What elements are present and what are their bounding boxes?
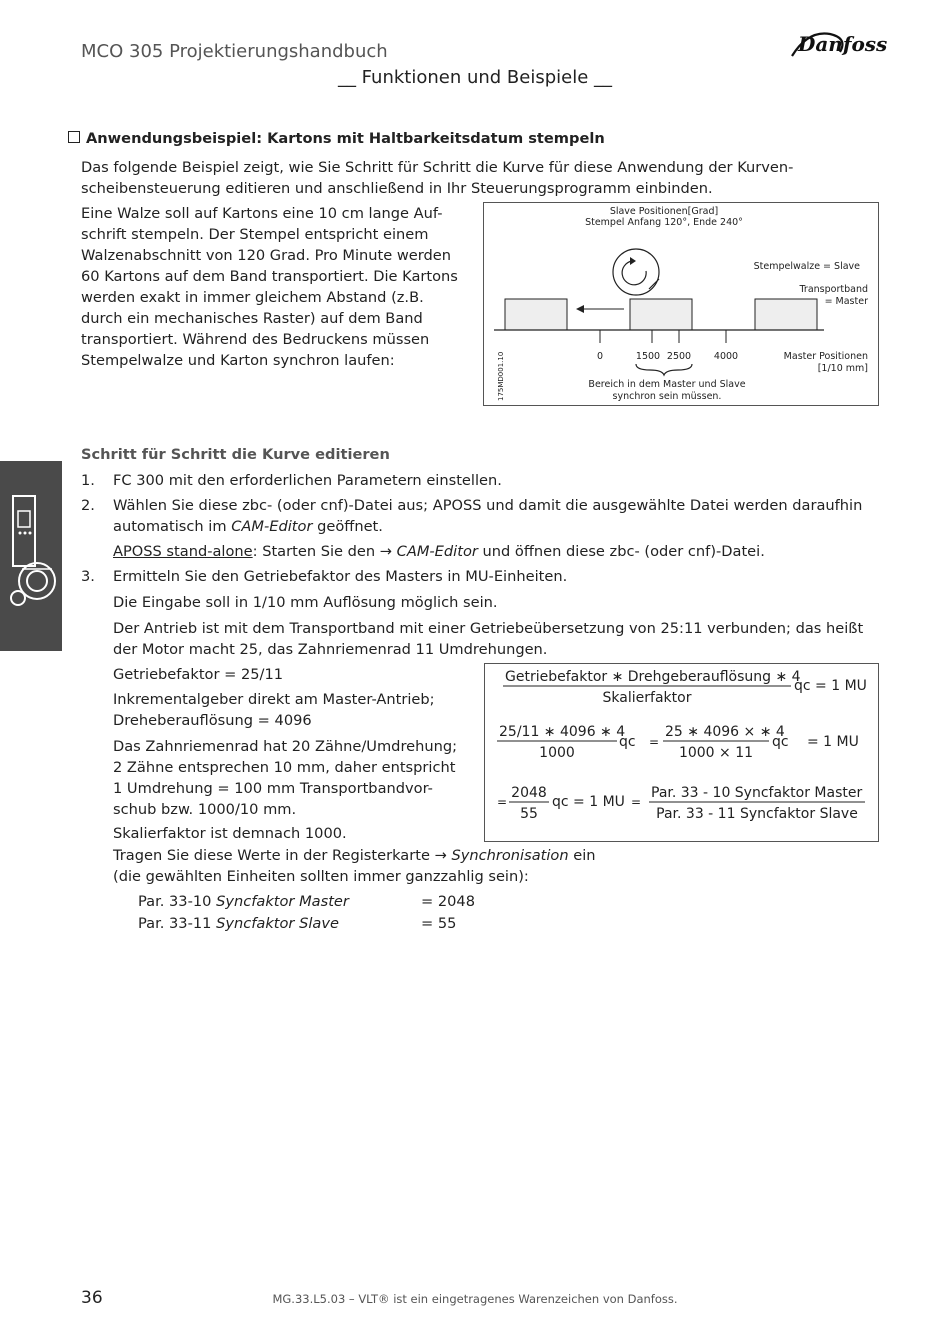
slave-positions-label: Slave Positionen[Grad] [609, 206, 719, 217]
formula-2-equals: = [649, 735, 660, 749]
formula-1-numerator: Getriebefaktor ∗ Drehgeberauflösung ∗ 4 [505, 669, 801, 685]
step-3-gear: Der Antrieb ist mit dem Transportband mit einer Getriebeübersetzung von 25:11 verbunden; das heißt der Motor macht 25, das Zahnriemenrad 11 Umdrehungen. [113, 620, 864, 658]
tick-label: 2500 [666, 351, 692, 362]
sync-range-brace [636, 364, 692, 375]
danfoss-logo [788, 24, 888, 64]
param-33-10: Par. 33-10 Syncfaktor Master [138, 893, 349, 910]
formula-2-result: = 1 MU [807, 734, 859, 750]
page-number: 36 [81, 1288, 103, 1308]
stamping-diagram [483, 202, 879, 406]
formula-2b-denominator: 1000 × 11 [678, 745, 754, 761]
carton [755, 299, 817, 330]
formula-3b-numerator: Par. 33 - 10 Syncfaktor Master [651, 785, 863, 801]
formula-2-numerator: 25/11 ∗ 4096 ∗ 4 [499, 724, 626, 740]
checkbox-bullet-icon [68, 131, 80, 143]
steps-heading: Schritt für Schritt die Kurve editieren [81, 446, 390, 463]
svg-text:Danfoss: Danfoss [798, 32, 888, 56]
tragen-paragraph: Tragen Sie diese Werte in der Registerkarte → Synchronisation ein (die gewählten Einheiten sollten immer ganzzahlig sein): [113, 847, 596, 885]
formula-2-qc: qc [619, 734, 636, 750]
getriebefaktor-line: Getriebefaktor = 25/11 [113, 666, 284, 683]
step-3-resolution: Die Eingabe soll in 1/10 mm Auflösung möglich sein. [113, 594, 498, 611]
formula-3-denominator: 55 [520, 806, 538, 822]
zahnriemen-paragraph: Das Zahnriemenrad hat 20 Zähne/Umdrehung; 2 Zähne entsprechen 10 mm, daher entspricht 1 Umdrehung = 100 mm Transportbandvor- schub bzw. 1000/10 mm. [113, 738, 458, 818]
carton [505, 299, 567, 330]
formula-3-result: qc = 1 MU [552, 794, 625, 810]
formula-box [484, 663, 879, 842]
master-positions-label: Master Positionen [783, 351, 868, 362]
sync-note: synchron sein müssen. [612, 391, 722, 402]
step-1-text: FC 300 mit den erforderlichen Parametern einstellen. [113, 472, 502, 489]
inkrement-paragraph: Inkrementalgeber direkt am Master-Antrieb; Dreheberauflösung = 4096 [113, 691, 435, 729]
formula-2b-qc: qc [772, 734, 789, 750]
param-33-11: Par. 33-11 Syncfaktor Slave [138, 915, 339, 932]
stempel-range-label: Stempel Anfang 120°, Ende 240° [585, 217, 743, 228]
param-33-10-value: = 2048 [421, 893, 476, 910]
formula-1-denominator: Skalierfaktor [602, 690, 692, 706]
document-title: MCO 305 Projektierungshandbuch [81, 41, 388, 62]
intro-paragraph: Das folgende Beispiel zeigt, wie Sie Schritt für Schritt die Kurve für diese Anwendung der Kurven- scheibensteuerung editieren und anschließend in Ihr Steuerungsprogramm einbinden. [81, 159, 794, 197]
section-heading: Anwendungsbeispiel: Kartons mit Haltbarkeitsdatum stempeln [68, 130, 605, 147]
tick-label: 1500 [635, 351, 661, 362]
sync-note: Bereich in dem Master und Slave [588, 379, 746, 390]
formula-2-denominator: 1000 [539, 745, 575, 761]
formula-1-result: qc = 1 MU [794, 678, 867, 694]
formula-3b-equals: = [631, 795, 642, 809]
step-2-number: 2. [81, 497, 95, 514]
description-paragraph: Eine Walze soll auf Kartons eine 10 cm lange Auf- schrift stempeln. Der Stempel entspricht einem Walzenabschnitt von 120 Grad. Pro Minute werden 60 Kartons auf dem Band transportiert. Die Kartons werden exakt in immer gleichem Abstand (z.B. durch ein mechanisches Raster) auf dem Band transportiert. Während des Bedruckens müssen Stempelwalze und Karton synchron laufen: [81, 205, 458, 369]
step-2-text: Wählen Sie diese zbc- (oder cnf)-Datei aus; APOSS und damit die ausgewählte Datei werden daraufhin automatisch im CAM-Editor geöffnet. [113, 497, 863, 535]
tick-label: 4000 [713, 351, 739, 362]
skalier-line: Skalierfaktor ist demnach 1000. [113, 825, 347, 842]
formula-3-equals: = [497, 795, 508, 809]
rotation-arrow-icon [622, 261, 646, 285]
formula-3b-denominator: Par. 33 - 11 Syncfaktor Slave [656, 806, 858, 822]
arrow-right-icon: → [379, 543, 393, 560]
step-1-number: 1. [81, 472, 95, 489]
master-positions-unit: [1/10 mm] [817, 363, 868, 374]
chapter-side-tab [0, 461, 62, 651]
footer-text: MG.33.L5.03 – VLT® ist ein eingetragenes Warenzeichen von Danfoss. [272, 1292, 678, 1306]
formula-2b-numerator: 25 ∗ 4096 × ∗ 4 [665, 724, 785, 740]
step-2-standalone: APOSS stand-alone: Starten Sie den → CAM-Editor und öffnen diese zbc- (oder cnf)-Datei. [113, 543, 765, 560]
formula-3-numerator: 2048 [511, 785, 547, 801]
stempelwalze-label: Stempelwalze = Slave [753, 261, 860, 272]
arrow-right-icon: → [434, 847, 447, 864]
param-33-11-value: = 55 [421, 915, 457, 932]
transportband-master-label: = Master [824, 296, 868, 307]
tick-label: 0 [596, 351, 604, 362]
stamp-roller [613, 249, 659, 295]
drive-motor-icon [0, 461, 62, 651]
step-3-text: Ermitteln Sie den Getriebefaktor des Masters in MU-Einheiten. [113, 568, 568, 585]
transportband-label: Transportband [799, 284, 868, 295]
figure-code: 175MD001.10 [497, 351, 505, 401]
chapter-title: __ Funktionen und Beispiele __ [337, 67, 613, 88]
carton [630, 299, 692, 330]
step-3-number: 3. [81, 568, 95, 585]
